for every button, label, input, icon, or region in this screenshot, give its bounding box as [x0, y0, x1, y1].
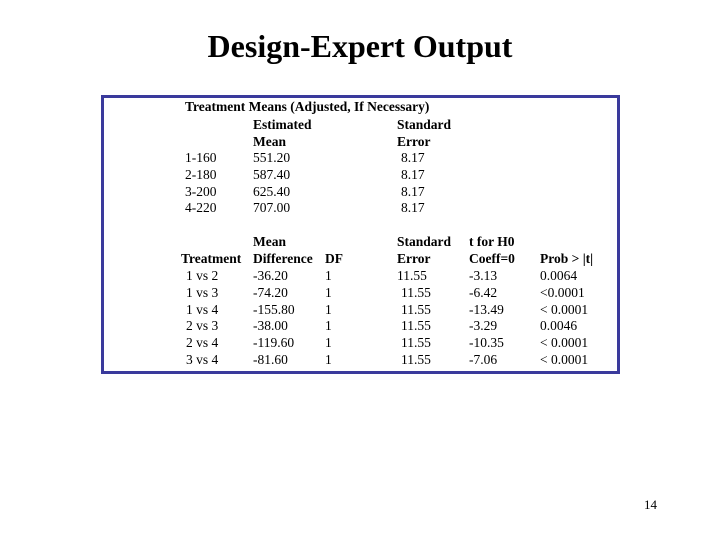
- cell-mean: 587.40: [253, 166, 291, 182]
- cell-se: 11.55: [401, 352, 431, 367]
- cell-difference: -38.00: [253, 318, 288, 334]
- cell-treatment: 1 vs 3: [186, 284, 219, 300]
- cell-treatment: 1-160: [185, 150, 217, 165]
- column-header: Error: [397, 134, 431, 149]
- cell-se: 8.17: [401, 166, 425, 182]
- column-header: Mean: [253, 134, 286, 149]
- cell-se: 11.55: [401, 335, 431, 351]
- cell-treatment: 4-220: [185, 200, 217, 216]
- cell-t: -3.29: [469, 318, 498, 334]
- cell-treatment: 2 vs 4: [186, 335, 219, 351]
- column-header: Mean: [253, 234, 286, 249]
- slide-title: Design-Expert Output: [207, 28, 513, 64]
- cell-df: 1: [325, 335, 332, 351]
- cell-treatment: 2-180: [185, 166, 217, 182]
- column-header: Coeff=0: [469, 251, 515, 266]
- column-header: t for H0: [469, 234, 515, 249]
- cell-difference: -155.80: [253, 301, 295, 317]
- cell-prob: <0.0001: [540, 284, 585, 300]
- column-header: Estimated: [253, 117, 312, 132]
- cell-t: -13.49: [469, 301, 504, 317]
- cell-t: -7.06: [469, 352, 498, 367]
- cell-se: 11.55: [397, 268, 427, 283]
- cell-df: 1: [325, 318, 332, 334]
- cell-prob: < 0.0001: [540, 352, 589, 367]
- cell-df: 1: [325, 284, 332, 300]
- column-header: Error: [397, 251, 431, 266]
- cell-se: 11.55: [401, 318, 431, 334]
- column-header: Standard: [397, 117, 452, 132]
- cell-prob: 0.0064: [540, 268, 578, 283]
- cell-mean: 707.00: [253, 200, 291, 216]
- means-heading: Treatment Means (Adjusted, If Necessary): [185, 99, 430, 114]
- cell-se: 8.17: [401, 200, 425, 216]
- cell-difference: -81.60: [253, 352, 288, 367]
- page-number: 14: [644, 497, 657, 512]
- cell-treatment: 2 vs 3: [186, 318, 219, 334]
- cell-df: 1: [325, 301, 332, 317]
- cell-prob: 0.0046: [540, 318, 578, 334]
- cell-se: 8.17: [401, 150, 425, 165]
- column-header: Treatment: [181, 251, 242, 266]
- cell-mean: 551.20: [253, 150, 291, 165]
- cell-t: -3.13: [469, 268, 498, 283]
- column-header: Prob > |t|: [540, 251, 594, 266]
- cell-se: 11.55: [401, 284, 431, 300]
- cell-df: 1: [325, 268, 332, 283]
- cell-treatment: 1 vs 2: [186, 268, 219, 283]
- column-header: Standard: [397, 234, 452, 249]
- cell-treatment: 3 vs 4: [186, 352, 219, 367]
- cell-prob: < 0.0001: [540, 335, 589, 351]
- cell-se: 11.55: [401, 301, 431, 317]
- cell-prob: < 0.0001: [540, 301, 589, 317]
- cell-t: -10.35: [469, 335, 504, 351]
- cell-t: -6.42: [469, 284, 498, 300]
- cell-se: 8.17: [401, 183, 425, 199]
- cell-difference: -74.20: [253, 284, 288, 300]
- cell-difference: -119.60: [253, 335, 295, 351]
- column-header: DF: [325, 251, 343, 266]
- cell-treatment: 1 vs 4: [186, 301, 219, 317]
- cell-difference: -36.20: [253, 268, 288, 283]
- cell-treatment: 3-200: [185, 183, 217, 199]
- cell-df: 1: [325, 352, 332, 367]
- column-header: Difference: [253, 251, 313, 266]
- cell-mean: 625.40: [253, 183, 291, 199]
